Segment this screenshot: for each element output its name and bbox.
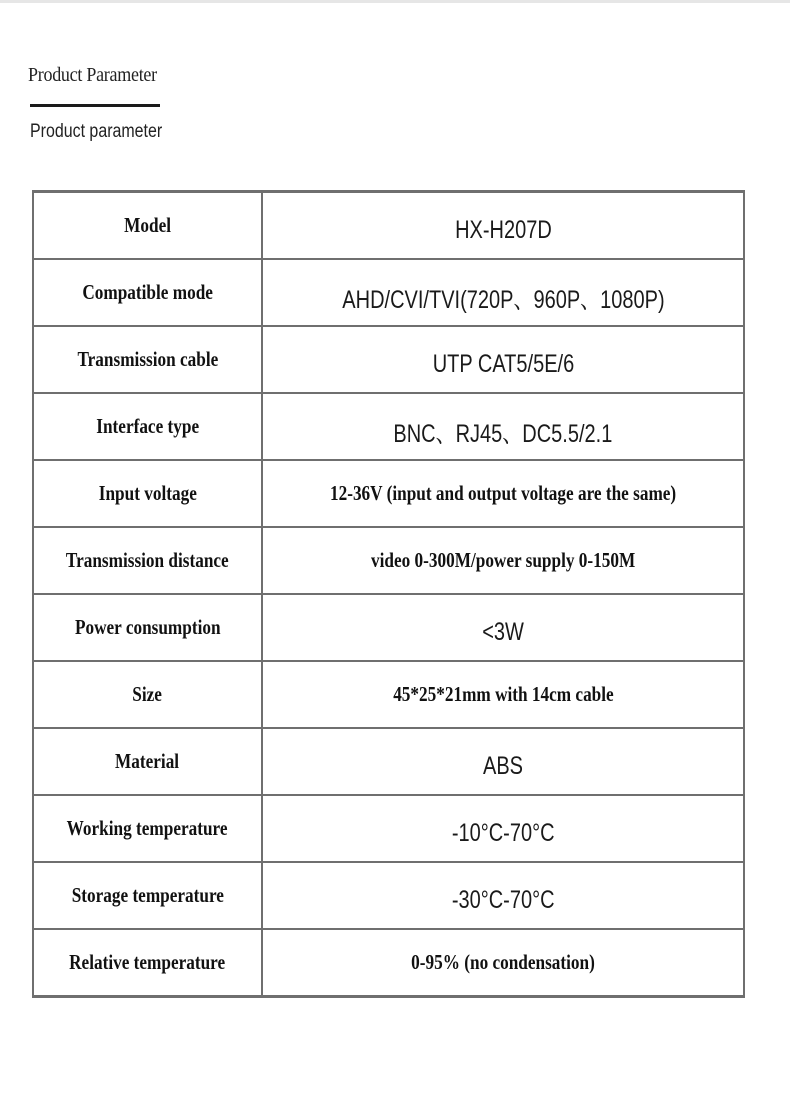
value-cell [262, 594, 744, 661]
param-label-compatible-mode: Compatible mode [82, 280, 213, 304]
label-cell [33, 259, 262, 326]
parameter-table [32, 190, 745, 998]
value-cell [262, 795, 744, 862]
row-input-voltage [33, 460, 744, 527]
label-cell [33, 460, 262, 527]
param-value-working-temperature: -10°C-70°C [451, 819, 555, 847]
value-cell [262, 661, 744, 728]
param-value-power-consumption: <3W [482, 618, 524, 646]
label-cell [33, 326, 262, 393]
value-cell [262, 460, 744, 527]
label-cell [33, 661, 262, 728]
param-value-transmission-distance: video 0-300M/power supply 0-150M [370, 548, 636, 572]
label-cell [33, 527, 262, 594]
param-label-input-voltage: Input voltage [98, 481, 197, 505]
param-label-model: Model [124, 213, 171, 237]
label-cell [33, 728, 262, 795]
param-label-transmission-distance: Transmission distance [66, 548, 229, 572]
value-cell [262, 862, 744, 929]
row-transmission-distance [33, 527, 744, 594]
label-cell [33, 192, 262, 260]
param-label-storage-temperature: Storage temperature [71, 883, 224, 907]
param-value-transmission-cable: UTP CAT5/5E/6 [432, 350, 574, 378]
param-value-interface-type: BNC、RJ45、DC5.5/2.1 [393, 419, 613, 448]
row-transmission-cable [33, 326, 744, 393]
row-working-temperature [33, 795, 744, 862]
value-cell [262, 527, 744, 594]
row-compatible-mode [33, 259, 744, 326]
value-cell [262, 259, 744, 326]
value-cell [262, 326, 744, 393]
param-label-relative-temperature: Relative temperature [69, 950, 226, 974]
param-label-interface-type: Interface type [96, 414, 199, 438]
value-cell [262, 192, 744, 260]
param-label-material: Material [115, 749, 180, 773]
value-cell [262, 728, 744, 795]
page-subtitle: Product parameter [30, 121, 163, 142]
param-value-relative-temperature: 0-95% (no condensation) [411, 950, 595, 974]
row-model [33, 192, 744, 260]
row-interface-type [33, 393, 744, 460]
param-value-model: HX-H207D [454, 216, 552, 244]
param-label-power-consumption: Power consumption [74, 615, 221, 639]
value-cell [262, 393, 744, 460]
value-cell [262, 929, 744, 997]
label-cell [33, 862, 262, 929]
row-power-consumption [33, 594, 744, 661]
param-value-input-voltage: 12-36V (input and output voltage are the same) [329, 481, 677, 505]
label-cell [33, 594, 262, 661]
param-label-working-temperature: Working temperature [67, 816, 228, 840]
param-label-transmission-cable: Transmission cable [77, 347, 218, 371]
label-cell [33, 795, 262, 862]
row-size [33, 661, 744, 728]
label-cell [33, 393, 262, 460]
top-divider [0, 0, 790, 3]
param-label-size: Size [132, 682, 163, 706]
row-material [33, 728, 744, 795]
title-underline [30, 104, 160, 107]
label-cell [33, 929, 262, 997]
page-title: Product Parameter [28, 64, 157, 86]
row-storage-temperature [33, 862, 744, 929]
row-relative-temperature [33, 929, 744, 997]
param-value-compatible-mode: AHD/CVI/TVI(720P、960P、1080P) [341, 285, 665, 314]
param-value-material: ABS [482, 752, 524, 780]
param-value-size: 45*25*21mm with 14cm cable [392, 682, 614, 706]
param-value-storage-temperature: -30°C-70°C [451, 886, 555, 914]
